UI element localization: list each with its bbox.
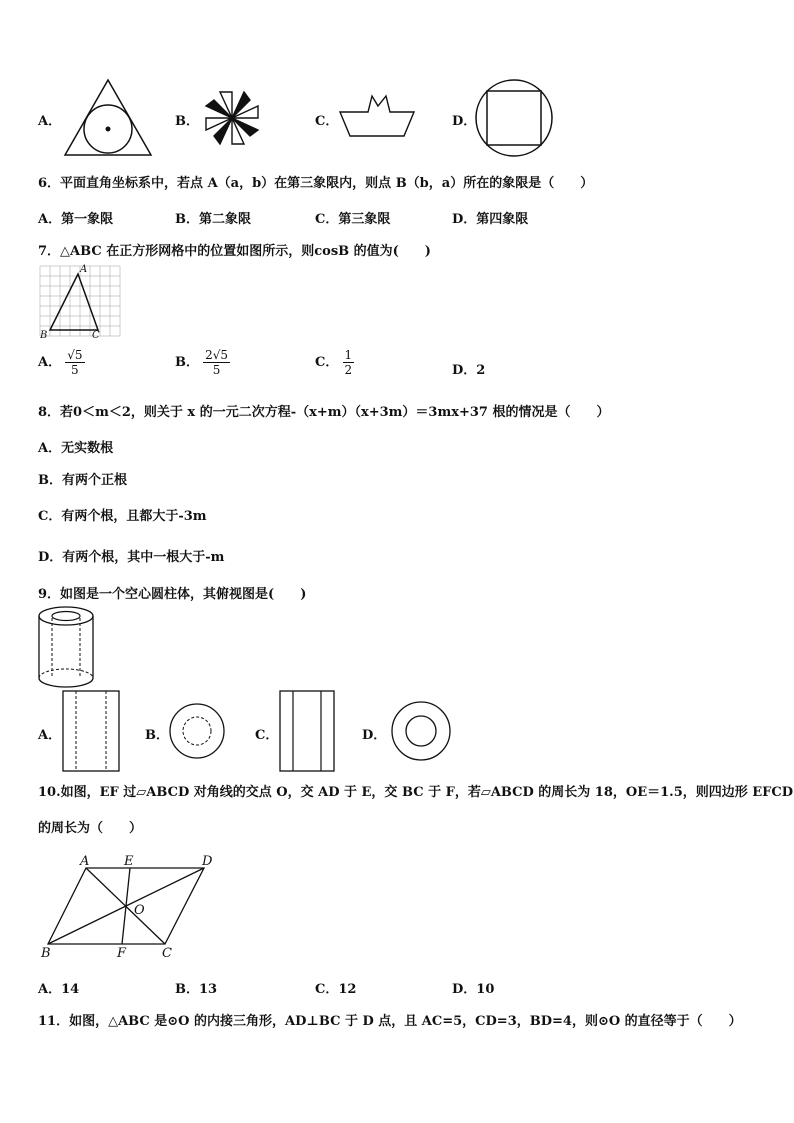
- q8-option-d: D．有两个根，其中一根大于-m: [38, 550, 225, 565]
- q10-label-a: A: [80, 854, 90, 869]
- q5-option-c-figure: [338, 92, 418, 142]
- q9-option-d-label: D．: [362, 728, 387, 743]
- q7-grid-figure: [38, 264, 122, 344]
- q7-option-b: B． $\frac{2√5}{5}$: [175, 348, 229, 377]
- q6-option-c: C．第三象限: [315, 212, 391, 227]
- q11-stem: 11．如图，△ABC 是⊙O 的内接三角形，AD⊥BC 于 D 点，且 AC=5，CD=3，BD=4，则⊙O 的直径等于（ ）: [38, 1014, 742, 1029]
- q5-option-a-figure: [64, 78, 154, 158]
- q5-option-a-label: A．: [38, 114, 62, 129]
- q10-option-d: D．10: [452, 982, 495, 997]
- q10-label-c: C: [162, 946, 172, 961]
- q9-hollow-cylinder-figure: [36, 604, 100, 690]
- q7-stem: 7．△ABC 在正方形网格中的位置如图所示，则cosB 的值为( ): [38, 244, 431, 259]
- q10-option-c: C．12: [315, 982, 357, 997]
- q7-label-c: C: [92, 330, 100, 341]
- q8-option-a: A．无实数根: [38, 441, 114, 456]
- q6-option-b: B．第二象限: [175, 212, 251, 227]
- q8-stem: 8．若0＜m＜2，则关于 x 的一元二次方程-（x+m）（x+3m）＝3mx+37 根的情况是（ ）: [38, 405, 610, 420]
- q9-stem: 9．如图是一个空心圆柱体，其俯视图是( ): [38, 587, 307, 602]
- q10-stem-line2: 的周长为（ ）: [38, 821, 143, 836]
- q10-label-b: B: [41, 946, 51, 961]
- q10-label-o: O: [134, 903, 145, 918]
- q5-option-b-figure: [202, 88, 262, 148]
- q10-option-b: B．13: [175, 982, 218, 997]
- q9-option-c-label: C．: [255, 728, 279, 743]
- q10-label-d: D: [202, 854, 213, 869]
- q9-option-a-label: A．: [38, 728, 62, 743]
- q10-option-a: A．14: [38, 982, 80, 997]
- q5-option-d-label: D．: [452, 114, 477, 129]
- q10-label-e: E: [124, 854, 134, 869]
- q7-label-a: A: [80, 264, 88, 275]
- q7-option-c: C． $\frac{1}{2}$: [315, 348, 353, 377]
- q10-stem-line1: 10.如图，EF 过▱ABCD 对角线的交点 O，交 AD 于 E，交 BC 于 F，若▱ABCD 的周长为 18，OE＝1.5，则四边形 EFCD: [38, 785, 794, 800]
- q8-option-b: B．有两个正根: [38, 473, 127, 488]
- q9-option-b-figure: [168, 702, 226, 760]
- q9-option-b-label: B．: [145, 728, 169, 743]
- q5-option-c-label: C．: [315, 114, 339, 129]
- q8-option-c: C．有两个根，且都大于-3m: [38, 509, 207, 524]
- q9-option-a-figure: [62, 690, 120, 772]
- q7-option-d: D．2: [452, 363, 486, 378]
- q9-option-c-figure: [279, 690, 335, 772]
- q10-parallelogram-figure: [40, 858, 220, 958]
- q5-option-d-figure: [474, 78, 554, 158]
- q7-option-b-fraction: $\frac{2√5}{5}$: [205, 348, 229, 377]
- q6-option-a: A．第一象限: [38, 212, 114, 227]
- q10-label-f: F: [117, 946, 127, 961]
- q6-option-d: D．第四象限: [452, 212, 529, 227]
- q7-option-c-fraction: $\frac{1}{2}$: [344, 348, 353, 377]
- q7-option-a-fraction: $\frac{√5}{5}$: [67, 348, 83, 377]
- q6-stem: 6．平面直角坐标系中，若点 A（a，b）在第三象限内，则点 B（b，a）所在的象限是（ ）: [38, 176, 594, 191]
- q5-option-b-label: B．: [175, 114, 199, 129]
- q7-option-a: A． $\frac{√5}{5}$: [38, 348, 83, 377]
- q9-option-d-figure: [390, 700, 452, 762]
- q7-label-b: B: [40, 330, 48, 341]
